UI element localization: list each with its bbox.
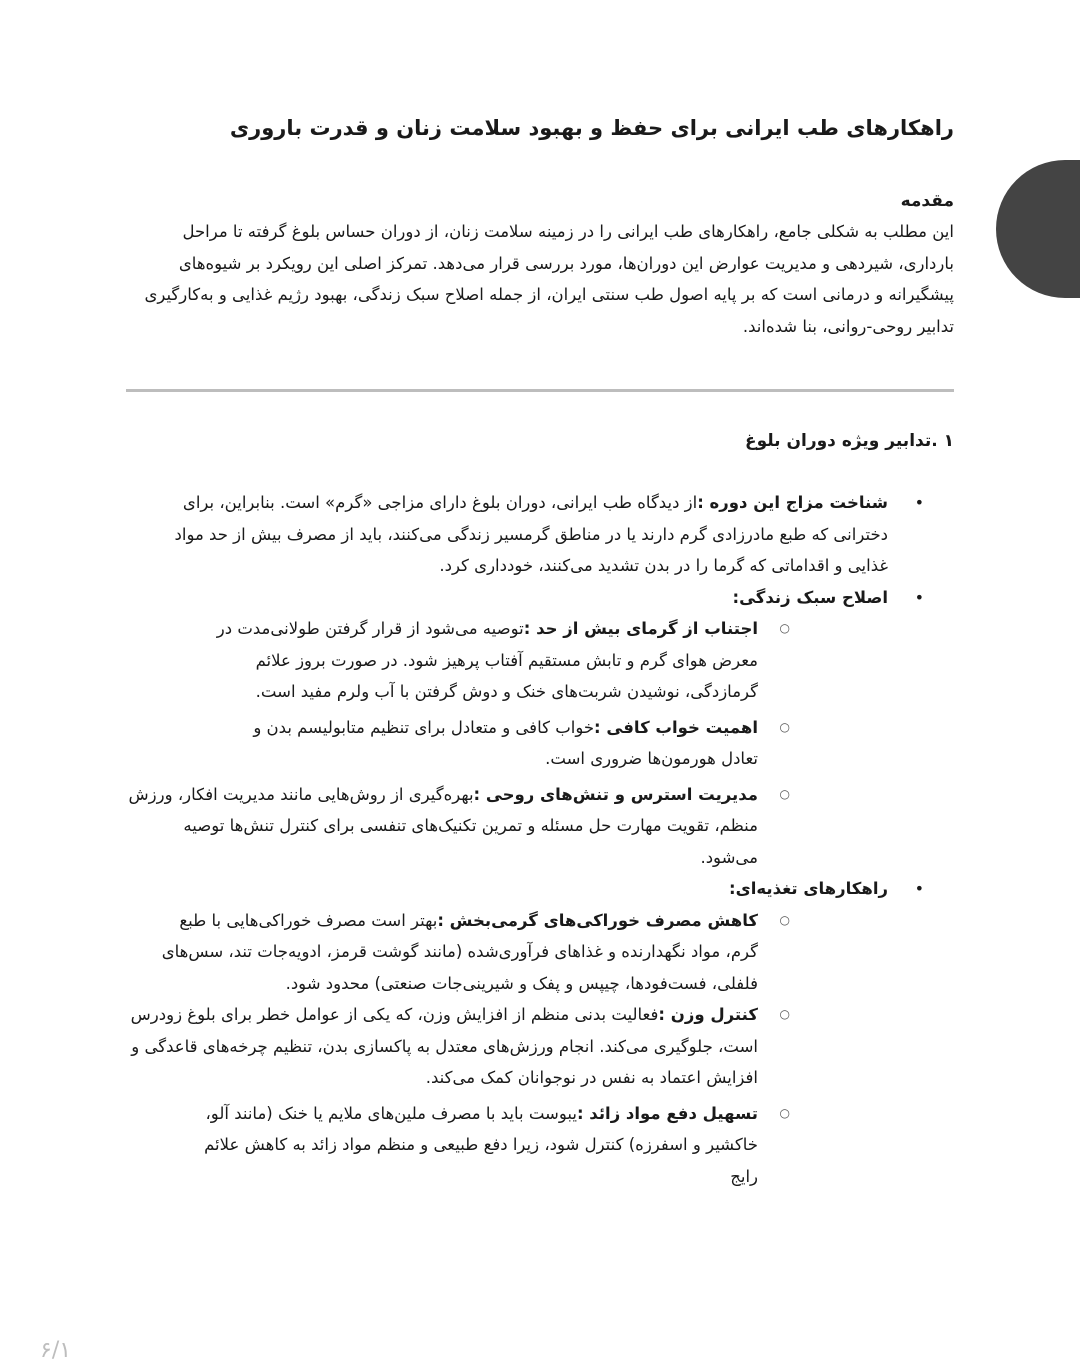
page-number: ۶/۱ xyxy=(40,1338,72,1363)
list-item-lifestyle xyxy=(124,582,954,874)
sub-item-label: تسهیل دفع مواد زائد : xyxy=(576,1103,758,1123)
lifestyle-sublist xyxy=(124,613,888,873)
sub-item-text: یبوست باید با مصرف ملین‌های ملایم یا خنک (مانند آلو، خاکشیر و اسفرزه) کنترل شود، زیرا دفع طبیعی و منظم مواد زائد به کاهش علائم رایج xyxy=(204,1103,758,1186)
temperament-text: از دیدگاه طب ایرانی، دوران بلوغ دارای مزاجی «گرم» است. بنابراین، برای دخترانی که طبع مادرزادی گرم دارند یا در مناطق گرمسیر زندگی می‌کنند، باید از مصرف بیش از حد مواد غذایی و اقداماتی که گرما را در بدن تشدید می‌کنند، خودداری کرد. xyxy=(174,493,888,575)
side-tab[interactable] xyxy=(996,160,1080,298)
temperament-label: شناخت مزاج این دوره : xyxy=(697,493,888,512)
sub-item-label: کاهش مصرف خوراکی‌های گرمی‌بخش : xyxy=(437,910,758,930)
list-item-nutrition xyxy=(124,873,954,1192)
sub-item-text: توصیه می‌شود از قرار گرفتن طولانی‌مدت در معرض هوای گرم و تابش مستقیم آفتاب پرهیز شود. در صورت بروز علائم گرمازدگی، نوشیدن شربت‌های خنک و دوش گرفتن با آب ولرم مفید است. xyxy=(216,619,758,701)
sub-item-label: اجتناب از گرمای بیش از حد : xyxy=(523,619,758,638)
puberty-list xyxy=(124,487,954,1192)
sub-item-stress xyxy=(124,779,888,874)
sub-item-text: بهره‌گیری از روش‌هایی مانند مدیریت افکار، ورزش منظم، تقویت مهارت حل مسئله و تمرین تکنیک‌های تنفسی برای کنترل تنش‌ها توصیه می‌شود. xyxy=(128,784,758,867)
sub-item-text: خواب کافی و متعادل برای تنظیم متابولیسم بدن و تعادل هورمون‌ها ضروری است. xyxy=(253,717,758,768)
document-title: راهکارهای طب ایرانی برای حفظ و بهبود سلامت زنان و قدرت باروری xyxy=(229,116,954,140)
lifestyle-label: اصلاح سبک زندگی: xyxy=(732,587,888,607)
sub-item-text: فعالیت بدنی منظم از افزایش وزن، که یکی از عوامل خطر برای بلوغ زودرس است، جلوگیری می‌کند. انجام ورزش‌های معتدل به پاکسازی بدن، تنظیم چرخه‌های قاعدگی و افزایش اعتماد به نفس در نوجوانان کمک می‌کند. xyxy=(130,1005,758,1087)
nutrition-sublist xyxy=(124,905,888,1193)
list-item-temperament xyxy=(124,487,954,582)
nutrition-label: راهکارهای تغذیه‌ای: xyxy=(728,879,888,898)
section-divider xyxy=(126,389,954,392)
section-title-puberty: ۱ .تدابیر ویژه دوران بلوغ xyxy=(744,431,954,451)
sub-item-weight-control xyxy=(116,999,888,1094)
sub-item-sleep xyxy=(124,712,888,775)
sub-item-text: بهتر است مصرف خوراکی‌هایی با طبع گرم، مواد نگهدارنده و غذاهای فرآوری‌شده (مانند گوشت قرمز، ادویه‌جات تند، سس‌های فلفلی، فست‌فودها، چیپس و پفک و شیرینی‌جات صنعتی) محدود شود. xyxy=(161,910,758,993)
bullet-list xyxy=(124,487,954,1192)
intro-heading: مقدمه xyxy=(900,191,954,211)
intro-paragraph: این مطلب به شکلی جامع، راهکارهای طب ایرانی را در زمینه سلامت زنان، از دوران حساس بلوغ گرفته تا مراحل بارداری، شیردهی و مدیریت عوارض این دوران‌ها، مورد بررسی قرار می‌دهد. تمرکز اصلی این رویکرد بر شیوه‌های پیشگیرانه و درمانی است که بر پایه اصول طب سنتی ایران، از جمله اصلاح سبک زندگی، بهبود رژیم غذایی و به‌کارگیری تدابیر روحی-روانی، بنا شده‌اند. xyxy=(144,222,954,336)
document-header xyxy=(124,100,954,342)
sub-item-heat xyxy=(124,613,888,708)
sub-item-label: اهمیت خواب کافی : xyxy=(594,717,758,737)
sub-item-excretion xyxy=(124,1098,888,1193)
sub-item-warming-foods xyxy=(124,905,888,1000)
sub-item-label: مدیریت استرس و تنش‌های روحی : xyxy=(473,784,758,804)
sub-item-label: کنترل وزن : xyxy=(658,1005,758,1024)
